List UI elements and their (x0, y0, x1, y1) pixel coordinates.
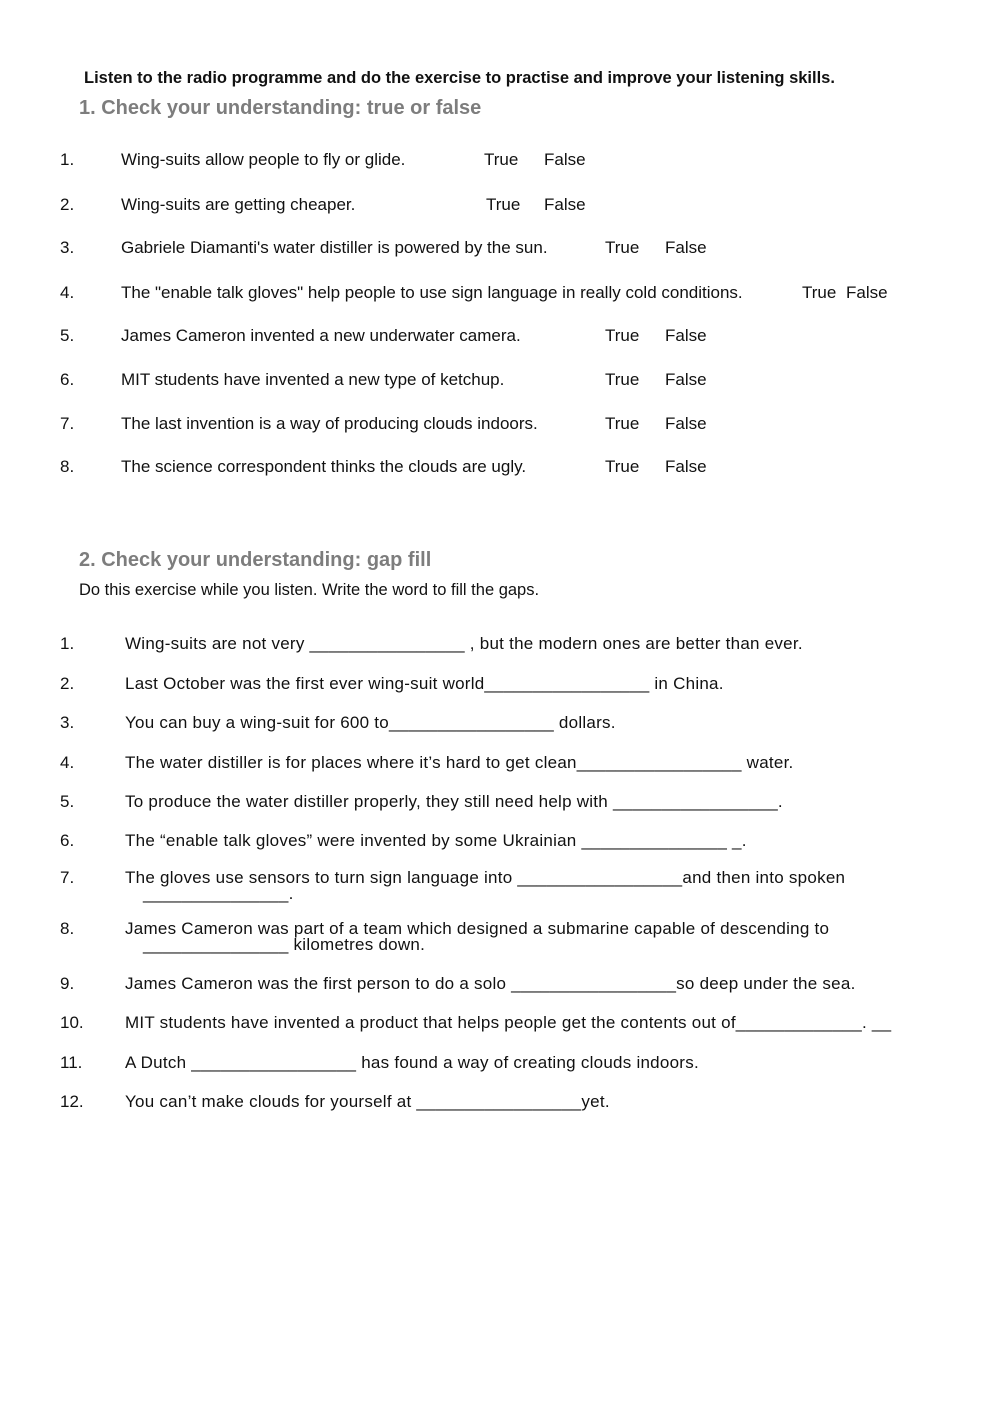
false-option[interactable]: False (544, 195, 586, 214)
item-number: 10. (60, 1013, 84, 1032)
true-option[interactable]: True (486, 195, 521, 214)
false-option[interactable]: False (665, 238, 707, 257)
item-number: 5. (60, 792, 75, 811)
statement-text: The science correspondent thinks the clouds are ugly. (121, 457, 527, 476)
false-option[interactable]: False (544, 150, 586, 169)
false-option[interactable]: False (665, 370, 707, 389)
gap-sentence[interactable]: The “enable talk gloves” were invented by some Ukrainian _______________ _. (125, 831, 747, 850)
statement-text: Wing-suits are getting cheaper. (121, 195, 356, 214)
item-number: 9. (60, 974, 75, 993)
item-number: 1. (60, 150, 75, 169)
item-number: 5. (60, 326, 75, 345)
item-number: 6. (60, 831, 75, 850)
gap-sentence-continued[interactable]: _______________. (143, 884, 294, 903)
gap-sentence[interactable]: A Dutch _________________ has found a way of creating clouds indoors. (125, 1053, 699, 1072)
false-option[interactable]: False (665, 457, 707, 476)
item-number: 4. (60, 753, 75, 772)
gap-sentence[interactable]: The water distiller is for places where it’s hard to get clean_________________ water. (125, 753, 794, 772)
gap-sentence[interactable]: Last October was the first ever wing-suit world_________________ in China. (125, 674, 724, 693)
statement-text: James Cameron invented a new underwater camera. (121, 326, 521, 345)
true-option[interactable]: True (605, 457, 640, 476)
true-option[interactable]: True (605, 370, 640, 389)
section2-heading: 2. Check your understanding: gap fill (79, 549, 432, 571)
item-number: 12. (60, 1092, 84, 1111)
item-number: 1. (60, 634, 75, 653)
item-number: 11. (60, 1053, 83, 1072)
false-option[interactable]: False (665, 414, 707, 433)
item-number: 2. (60, 195, 75, 214)
item-number: 7. (60, 868, 75, 887)
gap-sentence[interactable]: Wing-suits are not very ________________ , but the modern ones are better than ever. (125, 634, 803, 653)
intro-instruction: Listen to the radio programme and do the exercise to practise and improve your listening skills. (84, 69, 835, 87)
gap-sentence[interactable]: You can’t make clouds for yourself at _________________yet. (125, 1092, 610, 1111)
statement-text: MIT students have invented a new type of ketchup. (121, 370, 505, 389)
false-option[interactable]: False (665, 326, 707, 345)
statement-text: The "enable talk gloves" help people to use sign language in really cold conditions. (121, 283, 743, 302)
true-option[interactable]: True (802, 283, 837, 302)
true-option[interactable]: True (605, 414, 640, 433)
item-number: 8. (60, 919, 75, 938)
true-option[interactable]: True (605, 326, 640, 345)
true-option[interactable]: True (484, 150, 519, 169)
true-option[interactable]: True (605, 238, 640, 257)
gap-sentence[interactable]: MIT students have invented a product that helps people get the contents out of_____________. __ (125, 1013, 892, 1032)
statement-text: The last invention is a way of producing clouds indoors. (121, 414, 538, 433)
statement-text: Wing-suits allow people to fly or glide. (121, 150, 406, 169)
gap-sentence[interactable]: To produce the water distiller properly, they still need help with _________________. (125, 792, 783, 811)
gap-sentence[interactable]: You can buy a wing-suit for 600 to_________________ dollars. (125, 713, 616, 732)
gap-sentence[interactable]: James Cameron was part of a team which designed a submarine capable of descending to (125, 919, 830, 938)
statement-text: Gabriele Diamanti's water distiller is powered by the sun. (121, 238, 548, 257)
item-number: 6. (60, 370, 75, 389)
item-number: 3. (60, 713, 75, 732)
item-number: 2. (60, 674, 75, 693)
item-number: 4. (60, 283, 75, 302)
item-number: 7. (60, 414, 75, 433)
section2-instructions: Do this exercise while you listen. Write the word to fill the gaps. (79, 581, 540, 599)
item-number: 8. (60, 457, 75, 476)
gap-sentence[interactable]: James Cameron was the first person to do a solo _________________so deep under the sea. (125, 974, 856, 993)
item-number: 3. (60, 238, 75, 257)
gap-sentence-continued[interactable]: _______________ kilometres down. (143, 935, 426, 954)
false-option[interactable]: False (846, 283, 888, 302)
gap-sentence[interactable]: The gloves use sensors to turn sign language into _________________and then into spoken (125, 868, 846, 887)
section1-heading: 1. Check your understanding: true or false (79, 97, 482, 119)
